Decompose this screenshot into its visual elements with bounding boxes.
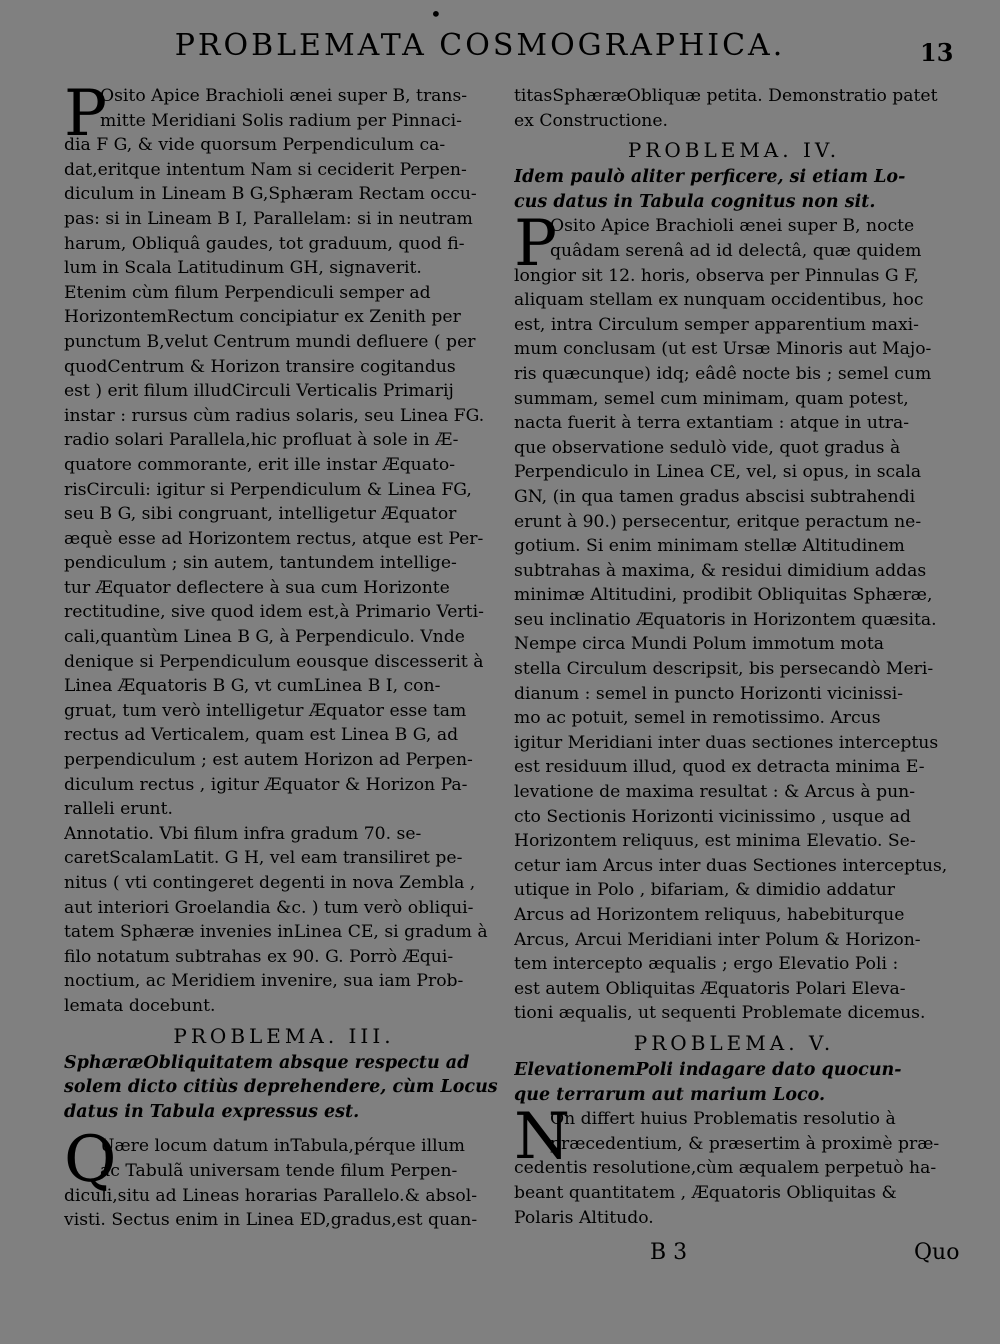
text-line: perpendiculum ; est autem Horizon ad Perpen- [64,750,473,771]
paragraph-3-lines [64,1134,504,1232]
paragraph-6-lines [514,1100,954,1230]
text-line: Arcus ad Horizontem reliquus, habebiturque [514,905,905,925]
problem-4-heading: PROBLEMA. IV. [627,138,841,163]
text-line: utique in Polo , bifariam, & dimidio addatur [514,880,896,901]
problem-5-heading: PROBLEMA. V. [633,1030,835,1055]
text-line: stella Circulum descripsit, bis persecandò Meri- [514,659,934,680]
text-line: levatione de maxima resultat : & Arcus à pun- [514,782,916,803]
paragraph-1-lines [64,77,504,281]
text-line: solem dicto citiùs deprehendere, cùm Locus [64,1077,498,1098]
text-line: cto Sectionis Horizonti vicinissimo , usque ad [514,806,911,827]
text-line: seu inclinatio Æquatoris in Horizontem quæsita. [514,609,937,630]
text-line: est residuum illud, quod ex detracta minima E- [514,757,925,778]
text-line: tioni æqualis, ut sequenti Problemate dicemus. [514,1003,926,1024]
page-number: 13 [920,38,954,67]
text-line: punctum B,velut Centrum mundi defluere ( per [64,331,476,352]
text-line: rectus ad Verticalem, quam est Linea B G, ad [64,725,459,746]
text-line: cali,quantùm Linea B G, à Perpendiculo. Vnde [64,627,465,648]
text-line: diculi,situ ad Lineas horarias Parallelo.& absol- [64,1185,478,1206]
text-line: tatem Sphæræ invenies inLinea CE, si gradum à [64,922,488,943]
text-line: radio solari Parallela,hic profluat à sole in Æ- [64,430,459,451]
text-line: Arcus, Arcui Meridiani inter Polum & Horizon- [514,929,921,950]
text-line: risCirculi: igitur si Perpendiculum & Linea FG, [64,479,472,500]
text-line: subtrahas à maxima, & residui dimidium addas [514,560,927,581]
dropcap-p-2: P [514,207,558,282]
top-speck: • [430,2,442,26]
text-line: nacta fuerit à terra extantiam : atque in utra- [514,413,910,434]
text-line: ex Constructione. [514,110,668,131]
text-line: lum in Scala Latitudinum GH, signaverit. [64,258,422,279]
text-line: Uære locum datum inTabula,pérque illum [100,1136,465,1157]
signature-mark: B 3 [650,1240,688,1265]
text-line: quatore commorante, erit ille instar Æquato- [64,454,456,475]
problem-4-statement [514,165,954,214]
text-line: GN, (in qua tamen gradus abscisi subtrahendi [514,486,916,507]
text-line: tur Æquator deflectere à sua cum Horizonte [64,577,450,598]
text-line: ac Tabulã universam tende filum Perpen- [100,1160,458,1181]
paragraph-3 [64,1123,504,1232]
dropcap-p: P [64,77,108,151]
right-column [514,84,954,1230]
paragraph-6 [514,1100,954,1230]
text-line: Idem paulò aliter perficere, si etiam Lo- [514,167,906,188]
text-line: ElevationemPoli indagare dato quocun- [514,1059,902,1080]
right-top-lines [514,84,954,133]
paragraph-1 [64,77,504,281]
text-line: noctium, ac Meridiem invenire, sua iam Prob- [64,971,464,992]
text-line: quodCentrum & Horizon transire cogitandus [64,356,456,377]
text-line: Linea Æquatoris B G, vt cumLinea B I, con- [64,676,441,697]
text-line: dianum : semel in puncto Horizonti vicinissi- [514,683,904,704]
text-line: SphæræObliquitatem absque respectu ad [64,1052,470,1073]
dropcap-q: Q [64,1123,117,1198]
text-line: que terrarum aut marium Loco. [514,1084,826,1105]
dropcap-n: N [514,1100,570,1175]
text-line: mum conclusam (ut est Ursæ Minoris aut Majo- [514,339,932,360]
text-line: cus datus in Tabula cognitus non sit. [514,191,876,212]
text-line: pendiculum ; sin autem, tantundem intellige- [64,553,457,574]
text-line: præcedentium, & præsertim à proximè præ- [550,1133,940,1154]
text-line: aliquam stellam ex nunquam occidentibus, hoc [514,290,924,311]
paragraph-5 [514,632,954,1026]
text-line: tem intercepto æqualis ; ergo Elevatio Poli : [514,954,899,975]
text-line: dat,eritque intentum Nam si ceciderit Perpen- [64,159,467,180]
text-line: est, intra Circulum semper apparentium maxi- [514,314,919,335]
text-line: erunt à 90.) persecentur, eritque peractum ne- [514,511,922,532]
text-line: mitte Meridiani Solis radium per Pinnaci- [100,110,462,131]
problem-3-heading: PROBLEMA. III. [173,1023,395,1048]
text-line: dia F G, & vide quorsum Perpendiculum ca- [64,135,446,156]
text-line: cedentis resolutione,cùm æqualem perpetuò ha- [514,1158,937,1179]
text-line: beant quantitatem , Æquatoris Obliquitas & [514,1182,897,1203]
text-line: nitus ( vti contingeret degenti in nova Zembla , [64,873,476,893]
text-line: ris quæcunque) idq; eâdê nocte bis ; semel cum [514,363,932,384]
text-line: Etenim cùm filum Perpendiculi semper ad [64,282,431,303]
text-line: instar : rursus cùm radius solaris, seu Linea FG. [64,405,485,426]
catchword: Quo [914,1240,960,1265]
left-column [64,77,504,1233]
text-line: aut interiori Groelandia &c. ) tum verò obliqui- [64,897,474,918]
problem-3-statement [64,1051,504,1125]
text-line: Polaris Altitudo. [514,1207,654,1228]
text-line: Perpendiculo in Linea CE, vel, si opus, in scala [514,462,922,483]
text-line: est autem Obliquitas Æquatoris Polari Eleva- [514,978,906,999]
text-line: caretScalamLatit. G H, vel eam transiliret pe- [64,848,463,869]
text-line: æquè esse ad Horizontem rectus, atque est Per- [64,528,484,549]
text-line: minimæ Altitudini, prodibit Obliquitas Sphæræ, [514,585,933,606]
text-line: Nempe circa Mundi Polum immotum mota [514,634,885,655]
text-line: Horizontem reliquus, est minima Elevatio. Se- [514,831,916,852]
text-line: Osito Apice Brachioli ænei super B, trans- [100,86,468,106]
text-line: lemata docebunt. [64,995,216,1016]
text-line: seu B G, sibi congruant, intelligetur Æquator [64,504,457,525]
annotatio [64,822,504,1019]
text-line: Annotatio. Vbi filum infra gradum 70. se- [64,823,422,844]
text-line: gotium. Si enim minimam stellæ Altitudinem [514,536,905,557]
text-line: On differt huius Problematis resolutio à [550,1109,896,1130]
text-line: rectitudine, sive quod idem est,à Primario Verti- [64,602,484,623]
text-line: que observatione sedulò vide, quot gradus à [514,437,901,458]
text-line: denique si Perpendiculum eousque discesserit à [64,651,484,672]
text-line: filo notatum subtrahas ex 90. G. Porrò Æqui- [64,946,454,967]
text-line: pas: si in Lineam B I, Parallelam: si in neutram [64,208,473,229]
text-line: cetur iam Arcus inter duas Sectiones interceptus, [514,855,948,876]
paragraph-4 [514,207,954,632]
text-line: longior sit 12. horis, observa per Pinnulas G F, [514,265,919,286]
text-line: visti. Sectus enim in Linea ED,gradus,est quan- [64,1210,478,1231]
problem-5-statement [514,1058,954,1107]
text-line: gruat, tum verò intelligetur Æquator esse tam [64,700,467,721]
text-line: ralleli erunt. [64,799,173,820]
paragraph-2 [64,281,504,822]
text-line: Osito Apice Brachioli ænei super B, nocte [550,216,915,237]
text-line: HorizontemRectum concipiatur ex Zenith per [64,307,461,328]
text-line: diculum in Lineam B G,Sphæram Rectam occu- [64,184,477,205]
text-line: titasSphæræObliquæ petita. Demonstratio patet [514,86,938,106]
text-line: summam, semel cum minimam, quam potest, [514,388,909,409]
paragraph-4-lines [514,207,954,632]
text-line: igitur Meridiani inter duas sectiones interceptus [514,732,939,753]
text-line: est ) erit filum illudCirculi Verticalis Primarij [64,381,454,402]
text-line: harum, Obliquâ gaudes, tot graduum, quod fi- [64,233,465,254]
text-line: mo ac potuit, semel in remotissimo. Arcus [514,708,881,729]
running-header: PROBLEMATA COSMOGRAPHICA. [174,28,786,63]
text-line: datus in Tabula expressus est. [64,1101,360,1122]
text-line: quâdam serenâ ad id delectâ, quæ quidem [550,240,922,261]
text-line: diculum rectus , igitur Æquator & Horizon Pa- [64,774,468,795]
